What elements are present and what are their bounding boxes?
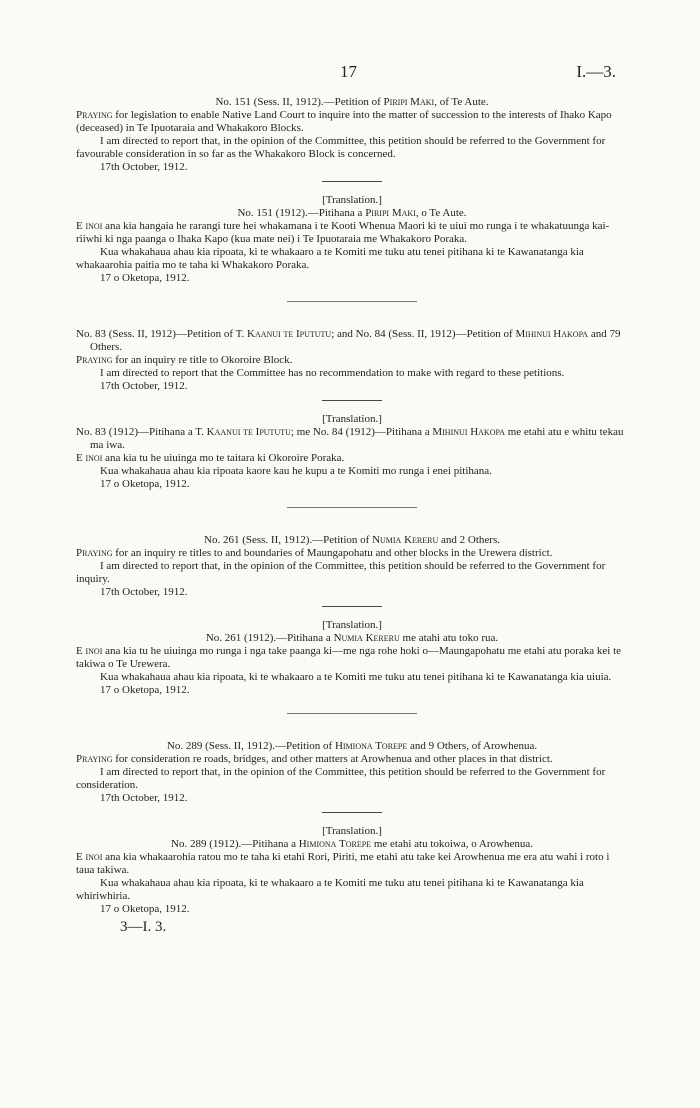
translation-date: 17 o Oketopa, 1912. bbox=[100, 684, 190, 696]
page-signature: 3—I. 3. bbox=[120, 919, 167, 935]
petition-separator bbox=[287, 507, 417, 508]
document-reference: I.—3. bbox=[576, 62, 616, 81]
committee-report: I am directed to report that the Committee has no recommendation to make with regard to these petitions. bbox=[100, 367, 565, 379]
petition-section bbox=[76, 534, 628, 697]
petition-title: No. 83 (Sess. II, 1912)—Petition of T. Kaanui te Ipututu; and No. 84 (Sess. II, 1912)—Petition of Mihinui Hakopa and 79 Others. bbox=[76, 328, 621, 353]
translation-prayer: E inoi ana kia tu he uiuinga mo runga i nga take paanga ki—me nga rohe hoki o—Maungapohatu me etahi atu poraka kei te takiwa o Te Urewera. bbox=[76, 645, 622, 670]
translation-report: Kua whakahaua ahau kia ripoata, ki te whakaaro a te Komiti me tuku atu tenei pitihana ki te Kawanatanga kia whakaarohia paitia mo te taha ki Whakakoro Poraka. bbox=[76, 246, 584, 271]
report-date: 17th October, 1912. bbox=[100, 586, 188, 598]
section-divider bbox=[322, 606, 382, 607]
petition-prayer: Praying for an inquiry re titles to and boundaries of Maungapohatu and other blocks in the Urewera district. bbox=[76, 547, 553, 559]
petition-separator bbox=[287, 301, 417, 302]
petition-section bbox=[76, 740, 628, 916]
translation-date: 17 o Oketopa, 1912. bbox=[100, 272, 190, 284]
section-divider bbox=[322, 400, 382, 401]
translation-title: No. 289 (1912).—Pitihana a Himiona Torepe me etahi atu tokoiwa, o Arowhenua. bbox=[171, 838, 533, 850]
petition-separator bbox=[287, 713, 417, 714]
translation-label: [Translation.] bbox=[322, 619, 382, 631]
translation-report: Kua whakahaua ahau kia ripoata kaore kau he kupu a te Komiti mo runga i enei pitihana. bbox=[100, 465, 492, 477]
section-divider bbox=[322, 812, 382, 813]
translation-label: [Translation.] bbox=[322, 825, 382, 837]
translation-title: No. 261 (1912).—Pitihana a Numia Kereru me atahi atu toko rua. bbox=[205, 632, 499, 644]
petition-prayer: Praying for legislation to enable Native Land Court to inquire into the matter of succession to the interests of Ihako Kapo (deceased) in Te Ipuotaraia and Whakakoro Blocks. bbox=[76, 109, 612, 134]
report-date: 17th October, 1912. bbox=[100, 792, 188, 804]
translation-report: Kua whakahaua ahau kia ripoata, ki te whakaaro a te Komiti me tuku atu tenei pitihana ki te Kawanatanga kia whiriwhiria. bbox=[76, 877, 584, 902]
petition-prayer: Praying for an inquiry re title to Okoroire Block. bbox=[76, 354, 293, 366]
translation-date: 17 o Oketopa, 1912. bbox=[100, 903, 190, 915]
petition-section bbox=[76, 96, 628, 285]
section-divider bbox=[322, 181, 382, 182]
translation-title: No. 151 (1912).—Pitihana a Piripi Maki, o Te Aute. bbox=[237, 207, 467, 219]
petition-title: No. 289 (Sess. II, 1912).—Petition of Himiona Torepe and 9 Others, of Arowhenua. bbox=[166, 740, 538, 752]
petition-title: No. 261 (Sess. II, 1912).—Petition of Numia Kereru and 2 Others. bbox=[204, 534, 500, 546]
report-date: 17th October, 1912. bbox=[100, 380, 188, 392]
petition-section bbox=[76, 328, 628, 491]
committee-report: I am directed to report that, in the opinion of the Committee, this petition should be referred to the Government for consideration. bbox=[76, 766, 606, 791]
committee-report: I am directed to report that, in the opinion of the Committee, this petition should be referred to the Government for favourable consideration in so far as the Whakakoro Block is concerned. bbox=[76, 135, 606, 160]
translation-label: [Translation.] bbox=[322, 194, 382, 206]
committee-report: I am directed to report that, in the opinion of the Committee, this petition should be referred to the Government for inquiry. bbox=[76, 560, 606, 585]
petition-prayer: Praying for consideration re roads, bridges, and other matters at Arowhenua and other places in that district. bbox=[76, 753, 553, 765]
translation-label: [Translation.] bbox=[322, 413, 382, 425]
petition-title: No. 151 (Sess. II, 1912).—Petition of Piripi Maki, of Te Aute. bbox=[215, 96, 489, 108]
translation-date: 17 o Oketopa, 1912. bbox=[100, 478, 190, 490]
report-date: 17th October, 1912. bbox=[100, 161, 188, 173]
translation-prayer: E inoi ana kia tu he uiuinga mo te taitara ki Okoroire Poraka. bbox=[76, 452, 345, 464]
translation-prayer: E inoi ana kia whakaarohia ratou mo te taha ki etahi Rori, Piriti, me etahi atu take kei Arowhenua me era atu wahi i roto i taua takiwa. bbox=[76, 851, 610, 876]
page-number: 17 bbox=[340, 62, 357, 81]
translation-title: No. 83 (1912)—Pitihana a T. Kaanui te Ipututu; me No. 84 (1912)—Pitihana a Mihinui Hakopa me etahi atu e whitu tekau ma iwa. bbox=[76, 426, 624, 451]
document-body bbox=[76, 96, 628, 934]
translation-prayer: E inoi ana kia hangaia he rarangi ture hei whakamana i te Kooti Whenua Maori ki te uiui mo runga i te whakatuunga kai-riiwhi ki nga paanga o Ihaka Kapo (kua mate nei) i Te Ipuotaraia me Whakakoro Poraka. bbox=[76, 220, 610, 245]
translation-report: Kua whakahaua ahau kia ripoata, ki te whakaaro a te Komiti me tuku atu tenei pitihana ki te Kawanatanga kia uiuia. bbox=[100, 671, 612, 683]
